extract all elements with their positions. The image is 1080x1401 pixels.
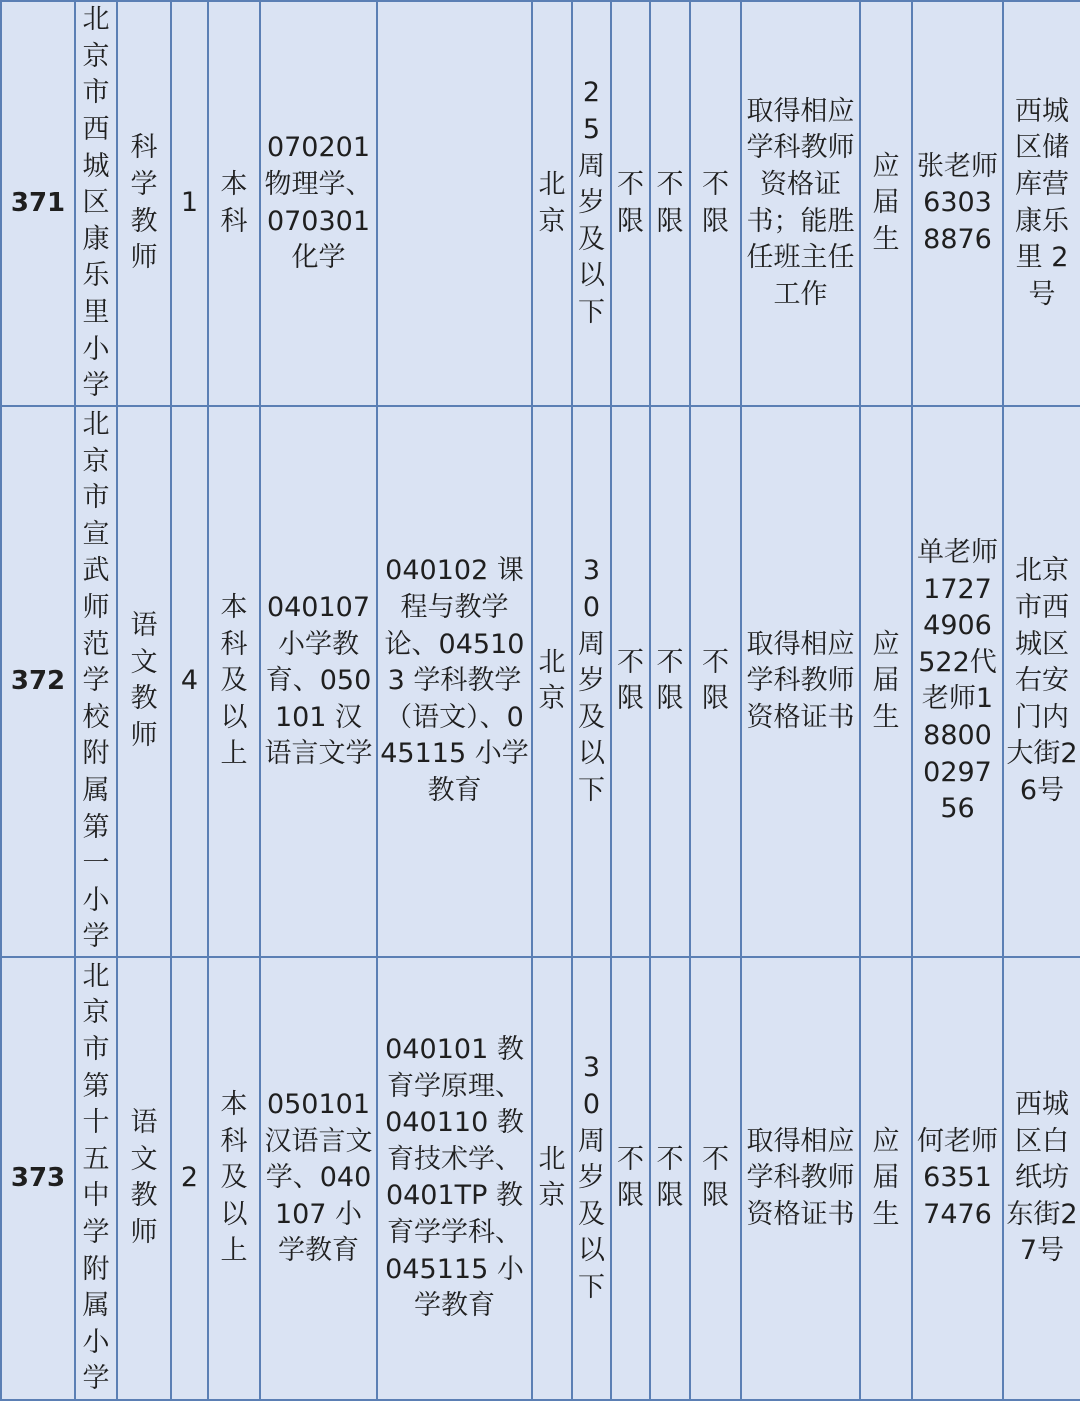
limit-cell: 不限 (611, 1, 650, 406)
undergrad-major: 050101 汉语言文学、040107 小学教育 (260, 957, 377, 1400)
limit-cell: 不限 (690, 406, 741, 957)
address: 西城区储库营康乐里 2 号 (1003, 1, 1080, 406)
position-id: 372 (1, 406, 75, 957)
table-row (1, 406, 1080, 957)
position-title: 语文教师 (117, 406, 171, 957)
address: 北京市西城区右安门内大街26号 (1003, 406, 1080, 957)
hire-count: 1 (171, 1, 208, 406)
position-id: 373 (1, 957, 75, 1400)
education-level: 本科及以上 (208, 406, 260, 957)
hukou-requirement: 北京 (532, 957, 572, 1400)
grad-major: 040102 课程与教学论、045103 学科教学（语文）、045115 小学教育 (377, 406, 532, 957)
limit-cell: 不限 (611, 957, 650, 1400)
age-requirement: 30周岁及以下 (572, 406, 611, 957)
grad-major: 040101 教育学原理、040110 教育技术学、0401TP 教育学学科、045115 小学教育 (377, 957, 532, 1400)
contact-info: 何老师63517476 (912, 957, 1003, 1400)
education-level: 本科 (208, 1, 260, 406)
table-row (1, 1, 1080, 406)
employer-name: 北京市西城区康乐里小学 (75, 1, 117, 406)
limit-cell: 不限 (690, 1, 741, 406)
age-requirement: 30周岁及以下 (572, 957, 611, 1400)
applicant-source: 应届生 (860, 1, 912, 406)
other-requirements: 取得相应学科教师资格证书 (741, 406, 860, 957)
position-title: 科学教师 (117, 1, 171, 406)
limit-cell: 不限 (611, 406, 650, 957)
limit-cell: 不限 (650, 406, 690, 957)
undergrad-major: 070201 物理学、070301 化学 (260, 1, 377, 406)
limit-cell: 不限 (650, 957, 690, 1400)
position-title: 语文教师 (117, 957, 171, 1400)
hukou-requirement: 北京 (532, 1, 572, 406)
hire-count: 4 (171, 406, 208, 957)
employer-name: 北京市第十五中学附属小学 (75, 957, 117, 1400)
table-row (1, 957, 1080, 1400)
limit-cell: 不限 (650, 1, 690, 406)
limit-cell: 不限 (690, 957, 741, 1400)
contact-info: 单老师17274906522代老师18800029756 (912, 406, 1003, 957)
employer-name: 北京市宣武师范学校附属第一小学 (75, 406, 117, 957)
age-requirement: 25周岁及以下 (572, 1, 611, 406)
undergrad-major: 040107 小学教育、050101 汉语言文学 (260, 406, 377, 957)
other-requirements: 取得相应学科教师资格证书；能胜任班主任工作 (741, 1, 860, 406)
position-id: 371 (1, 1, 75, 406)
grad-major (377, 1, 532, 406)
hire-count: 2 (171, 957, 208, 1400)
contact-info: 张老师63038876 (912, 1, 1003, 406)
address: 西城区白纸坊东街27号 (1003, 957, 1080, 1400)
other-requirements: 取得相应学科教师资格证书 (741, 957, 860, 1400)
hukou-requirement: 北京 (532, 406, 572, 957)
applicant-source: 应届生 (860, 957, 912, 1400)
education-level: 本科及以上 (208, 957, 260, 1400)
applicant-source: 应届生 (860, 406, 912, 957)
